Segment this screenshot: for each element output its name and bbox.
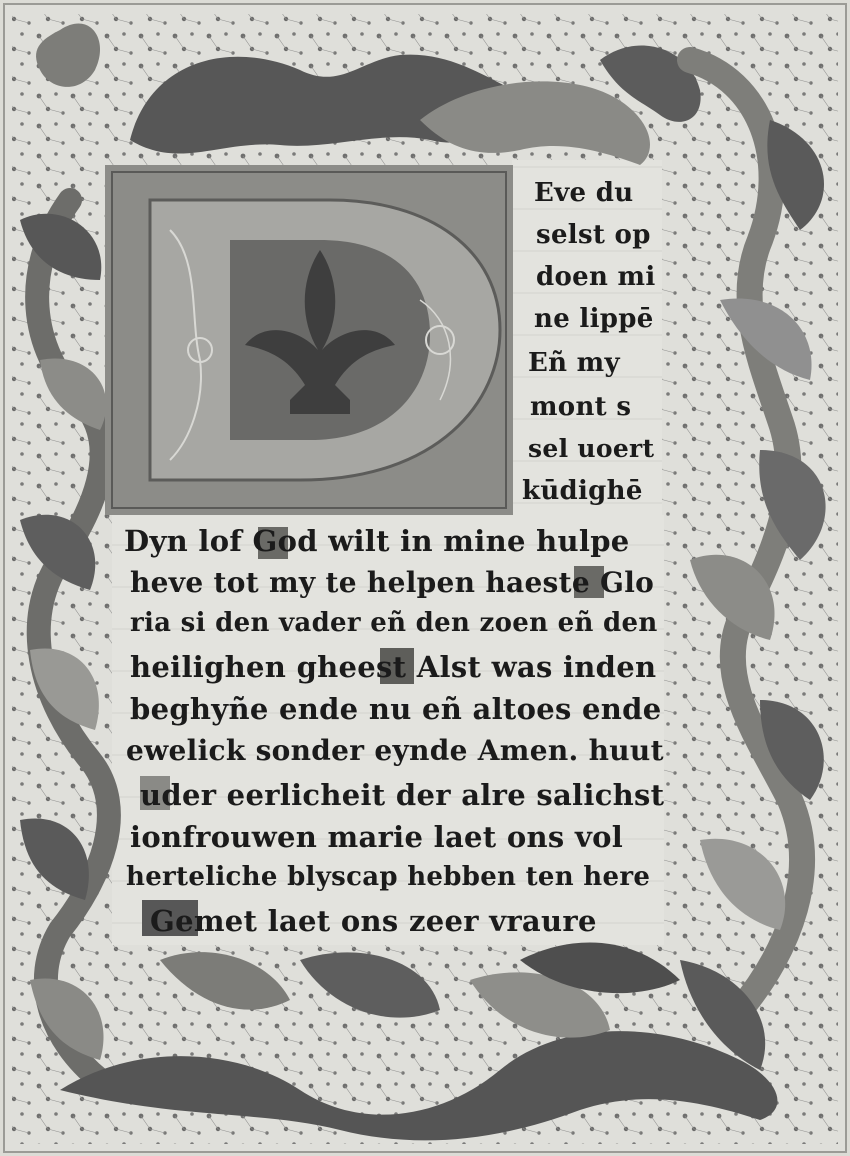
main-text-line: ewelick sonder eynde Amen. huut [126, 734, 664, 767]
side-text-line: doen mi [536, 262, 656, 292]
side-text-line: Eñ my [528, 348, 620, 378]
side-text-line: ne lippē [534, 304, 654, 334]
main-text-line: ionfrouwen marie laet ons vol [130, 820, 624, 854]
side-text-line: Eve du [534, 178, 634, 208]
side-text-line: sel uoert [528, 434, 655, 463]
main-text-line: ria si den vader eñ den zoen eñ den [130, 608, 658, 638]
main-text-line: beghyñe ende nu eñ altoes ende [130, 692, 662, 726]
initial-d-illumination [105, 165, 513, 515]
main-text-line: herteliche blyscap hebben ten here [126, 862, 651, 892]
main-text-line: Dyn lof God wilt in mine hulpe [124, 524, 630, 558]
main-text-line: uder eerlicheit der alre salichst [140, 778, 665, 812]
main-text-line: heilighen gheest Alst was inden [130, 650, 657, 684]
side-text-line: selst op [536, 220, 651, 250]
side-text-line: kūdighē [522, 476, 643, 506]
main-text-line: heve tot my te helpen haeste Glo [130, 566, 655, 599]
side-text-line: mont s [530, 392, 632, 422]
main-text-line: Gemet laet ons zeer vraure [150, 904, 597, 938]
